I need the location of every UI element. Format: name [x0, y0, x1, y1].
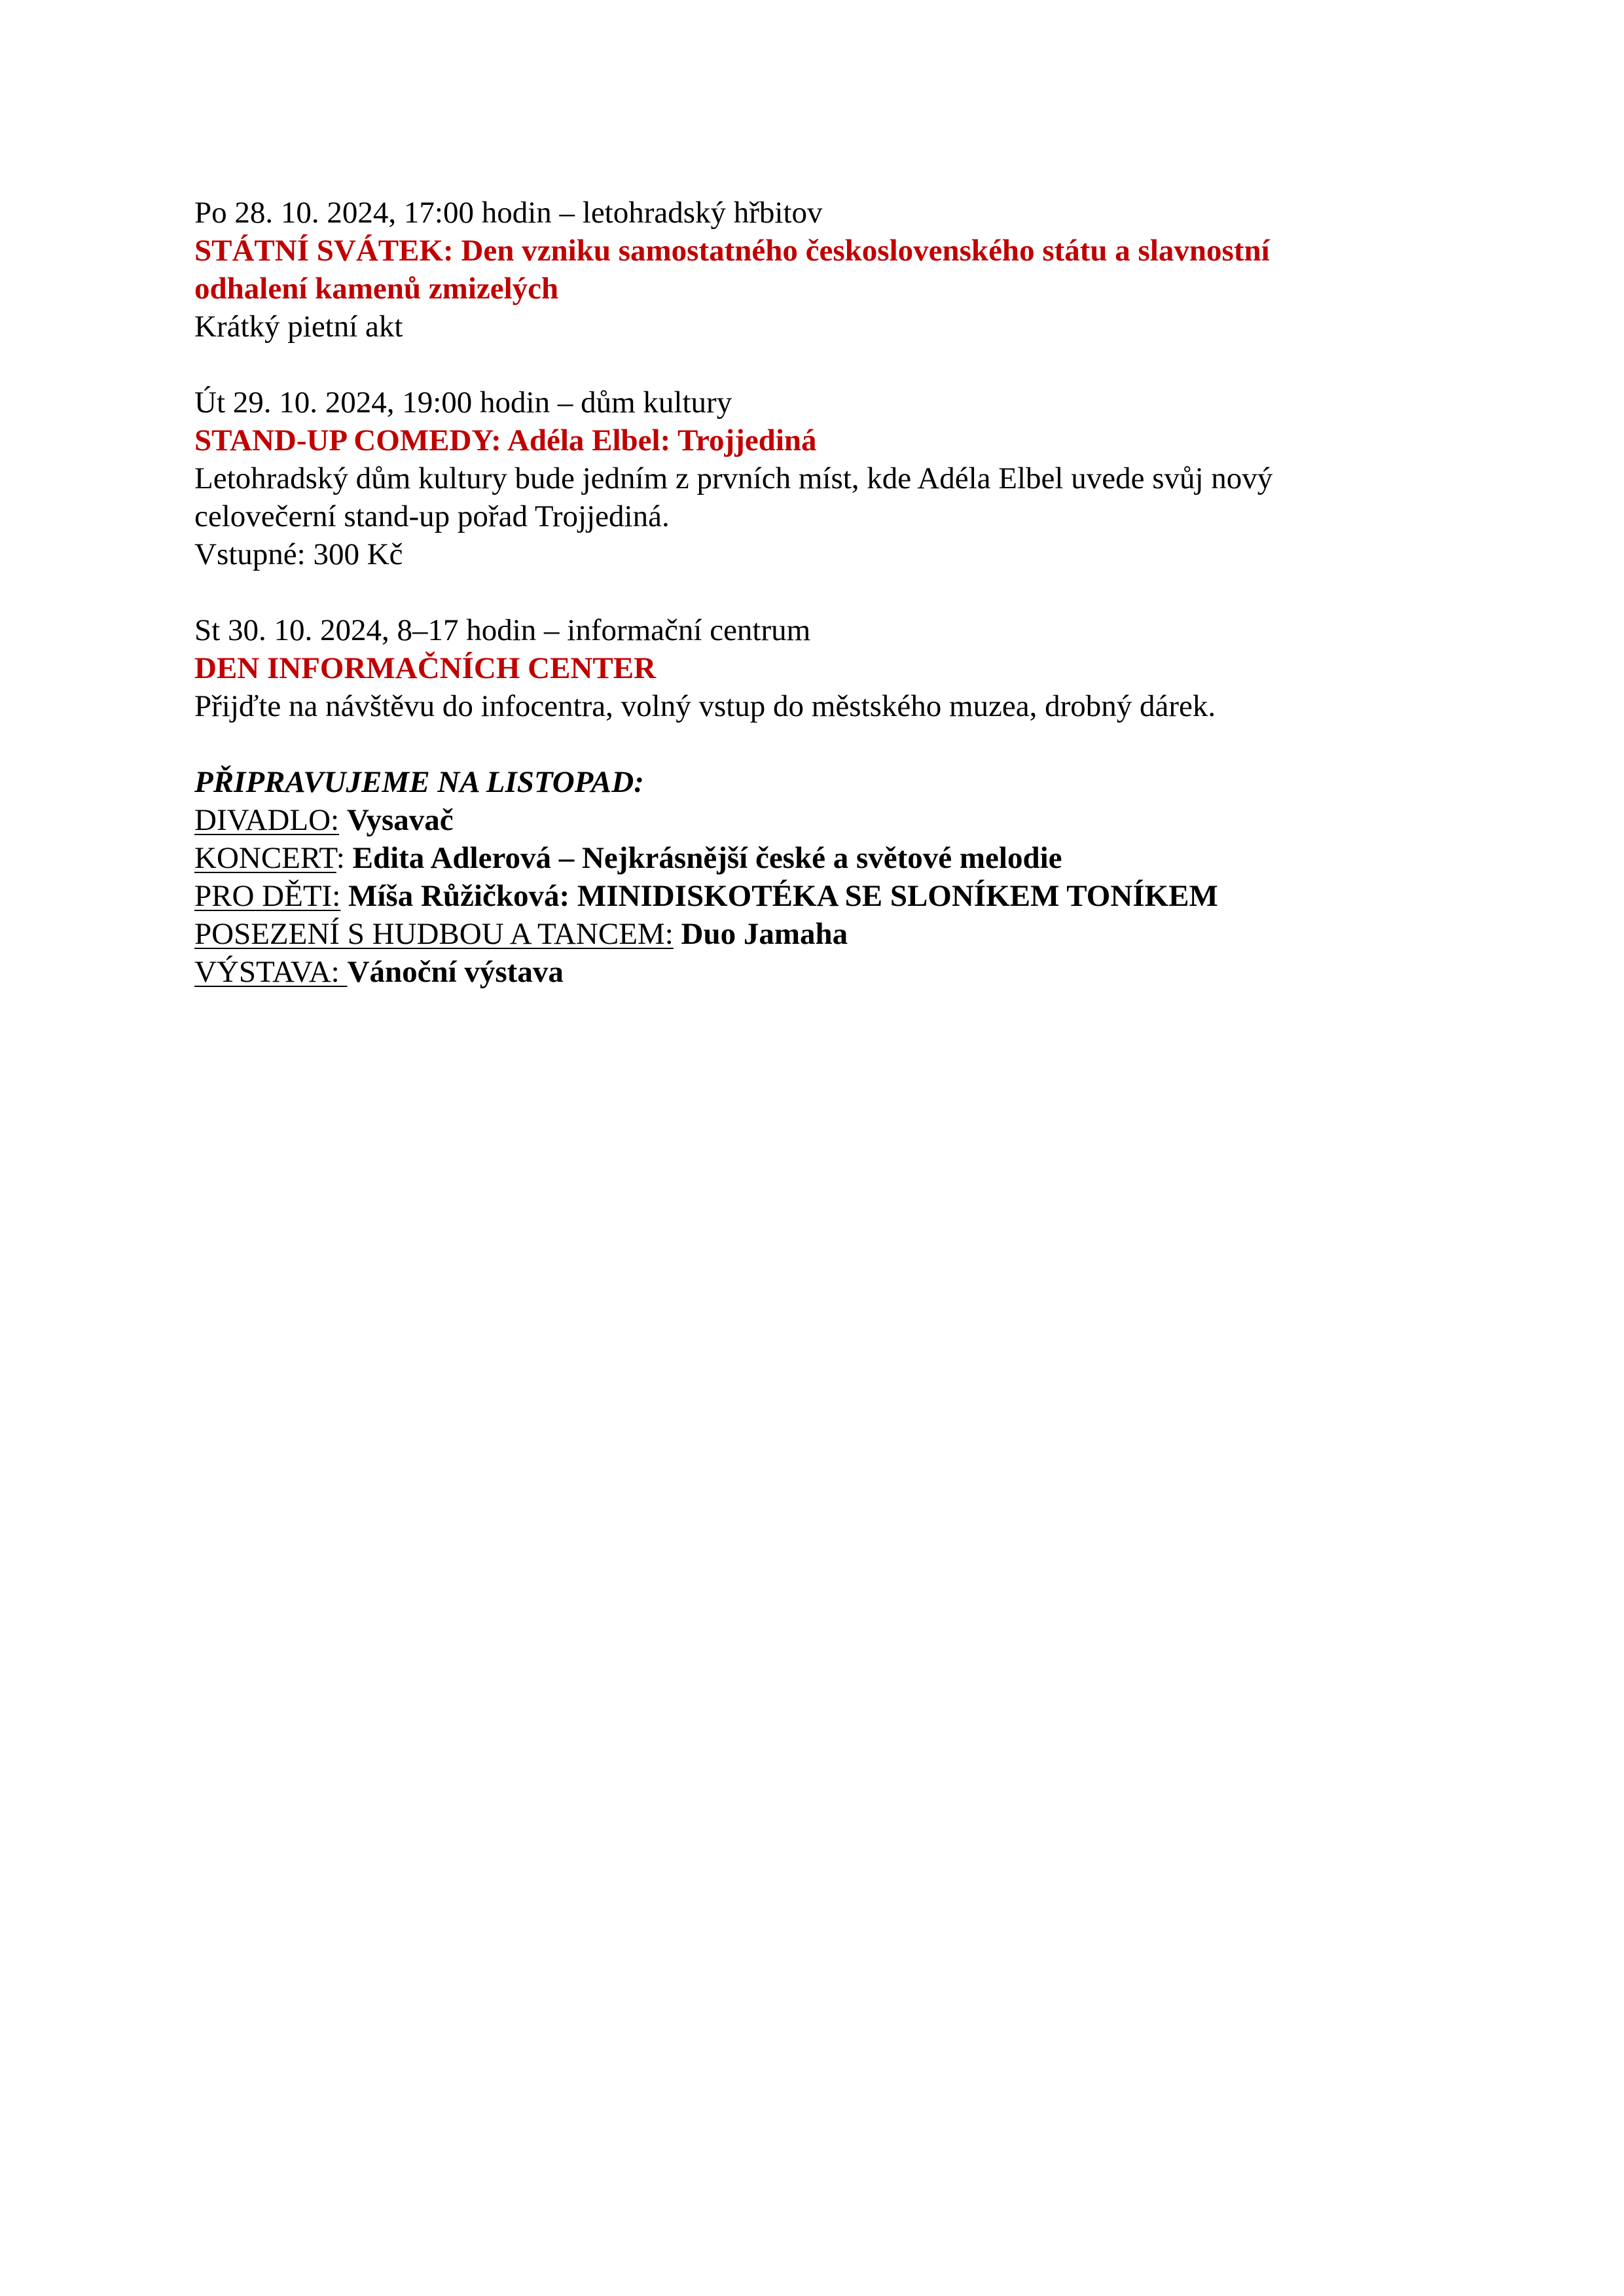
document-page: [194, 194, 1438, 991]
upcoming-category: VÝSTAVA:: [194, 955, 348, 989]
event-description: Krátký pietní akt: [194, 310, 403, 344]
upcoming-separator: :: [336, 841, 353, 875]
upcoming-name: Duo Jamaha: [681, 917, 848, 951]
event-description: Přijďte na návštěvu do infocentra, volný vstup do městského muzea, drobný dárek.: [194, 689, 1216, 723]
upcoming-name: Vánoční výstava: [347, 955, 564, 989]
spacer: [194, 725, 1438, 763]
event-price: Vstupné: 300 Kč: [194, 537, 403, 571]
upcoming-name: Míša Růžičková: MINIDISKOTÉKA SE SLONÍKEM TONÍKEM: [348, 879, 1218, 913]
upcoming-item: [194, 801, 1438, 839]
event-date-line: St 30. 10. 2024, 8–17 hodin – informační centrum: [194, 613, 811, 647]
event-date-line: Po 28. 10. 2024, 17:00 hodin – letohradský hřbitov: [194, 196, 823, 230]
upcoming-item: [194, 839, 1438, 877]
spacer: [194, 346, 1438, 384]
event-title: STAND-UP COMEDY: Adéla Elbel: Trojjediná: [194, 423, 817, 457]
event-title: STÁTNÍ SVÁTEK: Den vzniku samostatného československého státu a slavnostní: [194, 234, 1270, 268]
event-block: [194, 194, 1438, 346]
upcoming-item: [194, 953, 1438, 991]
upcoming-category: POSEZENÍ S HUDBOU A TANCEM:: [194, 917, 674, 951]
upcoming-separator: [339, 803, 347, 837]
event-block: [194, 384, 1438, 573]
upcoming-name: Edita Adlerová – Nejkrásnější české a světové melodie: [352, 841, 1062, 875]
upcoming-section: [194, 763, 1438, 991]
event-description: Letohradský dům kultury bude jedním z prvních míst, kde Adéla Elbel uvede svůj nový: [194, 461, 1273, 495]
upcoming-category: KONCERT: [194, 841, 336, 875]
event-title: odhalení kamenů zmizelých: [194, 272, 559, 306]
upcoming-category: DIVADLO:: [194, 803, 340, 837]
upcoming-heading: PŘIPRAVUJEME NA LISTOPAD:: [194, 765, 644, 799]
upcoming-separator: [340, 879, 348, 913]
upcoming-item: [194, 915, 1438, 953]
upcoming-item: [194, 877, 1438, 915]
spacer: [194, 573, 1438, 611]
event-description: celovečerní stand-up pořad Trojjediná.: [194, 499, 670, 533]
upcoming-separator: [674, 917, 681, 951]
upcoming-category: PRO DĚTI:: [194, 879, 341, 913]
event-date-line: Út 29. 10. 2024, 19:00 hodin – dům kultury: [194, 386, 732, 420]
event-title: DEN INFORMAČNÍCH CENTER: [194, 651, 657, 685]
event-block: [194, 611, 1438, 725]
upcoming-name: Vysavač: [346, 803, 454, 837]
